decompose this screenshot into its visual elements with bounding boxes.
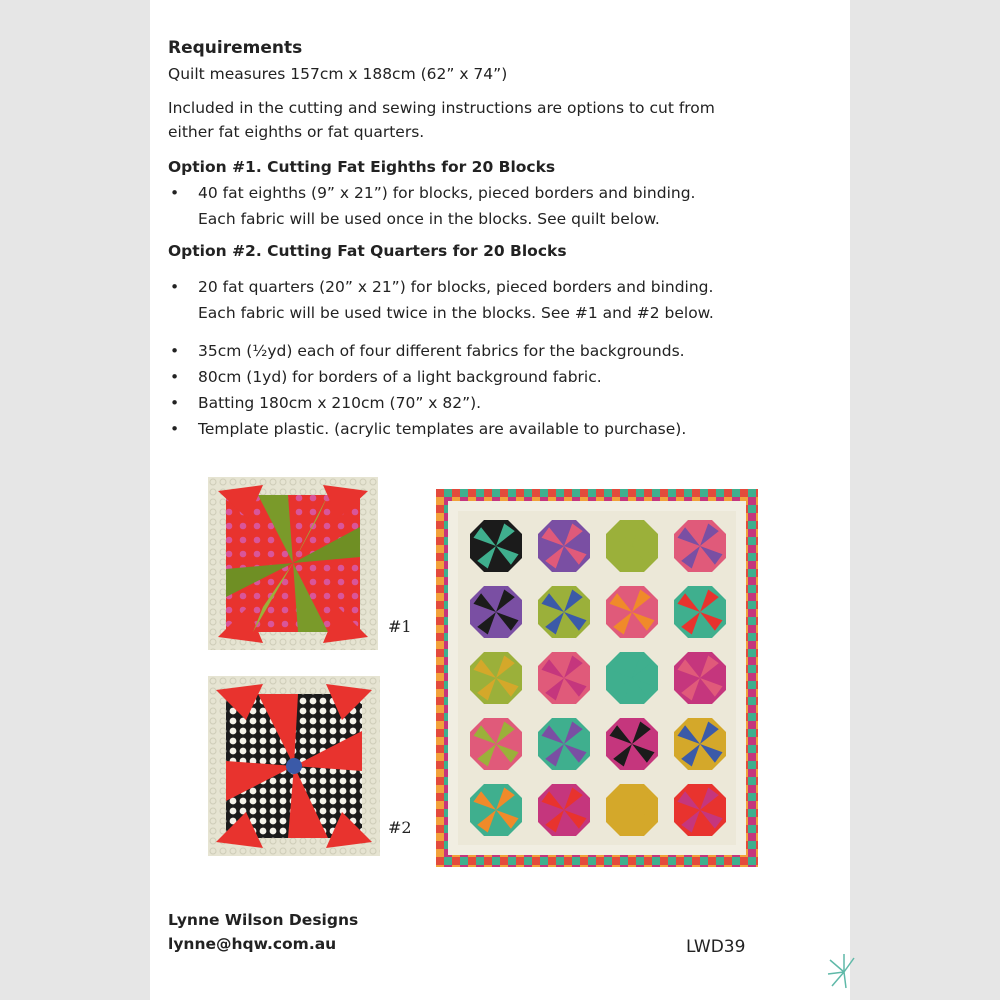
option1-heading: Option #1. Cutting Fat Eighths for 20 Blocks <box>168 158 556 176</box>
option1-item-line2: Each fabric will be used once in the blocks. See quilt below. <box>198 210 660 228</box>
bullet: • <box>170 420 180 438</box>
designer-info <box>168 908 358 956</box>
list-item <box>168 416 828 442</box>
pattern-page <box>150 0 850 1000</box>
requirements-title: Requirements <box>168 38 303 58</box>
option2-item-line1: 20 fat quarters (20” x 21”) for blocks, pieced borders and binding. <box>198 278 714 296</box>
list-item <box>168 274 828 326</box>
extra-item: Template plastic. (acrylic templates are available to purchase). <box>198 420 687 438</box>
quilt-measure: Quilt measures 157cm x 188cm (62” x 74”) <box>168 65 508 83</box>
option1-item-line1: 40 fat eighths (9” x 21”) for blocks, pieced borders and binding. <box>198 184 696 202</box>
bullet: • <box>170 342 180 360</box>
flower-logo-icon <box>824 950 856 990</box>
intro-line-2: either fat eighths or fat quarters. <box>168 123 425 141</box>
option2-list <box>168 274 828 326</box>
extra-item: 80cm (1yd) for borders of a light background fabric. <box>198 368 602 386</box>
intro-line-1: Included in the cutting and sewing instructions are options to cut from <box>168 99 715 117</box>
bullet: • <box>170 394 180 412</box>
block-2-photo <box>208 676 380 856</box>
bullet: • <box>170 278 180 296</box>
list-item <box>168 338 828 364</box>
extra-item: 35cm (½yd) each of four different fabrics for the backgrounds. <box>198 342 685 360</box>
extra-item: Batting 180cm x 210cm (70” x 82”). <box>198 394 482 412</box>
block-1-label: #1 <box>388 617 412 636</box>
block-1-photo <box>208 477 378 650</box>
email-address[interactable]: lynne@hqw.com.au <box>168 935 337 953</box>
quilt-photo <box>436 489 758 867</box>
option2-item-line2: Each fabric will be used twice in the blocks. See #1 and #2 below. <box>198 304 714 322</box>
list-item <box>168 364 828 390</box>
requirements-section <box>168 38 828 442</box>
extras-list <box>168 338 828 442</box>
option2-heading: Option #2. Cutting Fat Quarters for 20 Blocks <box>168 242 567 260</box>
bullet: • <box>170 184 180 202</box>
list-item <box>168 390 828 416</box>
block-2-label: #2 <box>388 818 412 837</box>
bullet: • <box>170 368 180 386</box>
company-name: Lynne Wilson Designs <box>168 911 359 929</box>
option1-list <box>168 180 828 232</box>
pattern-code: LWD39 <box>686 937 746 957</box>
list-item <box>168 180 828 232</box>
